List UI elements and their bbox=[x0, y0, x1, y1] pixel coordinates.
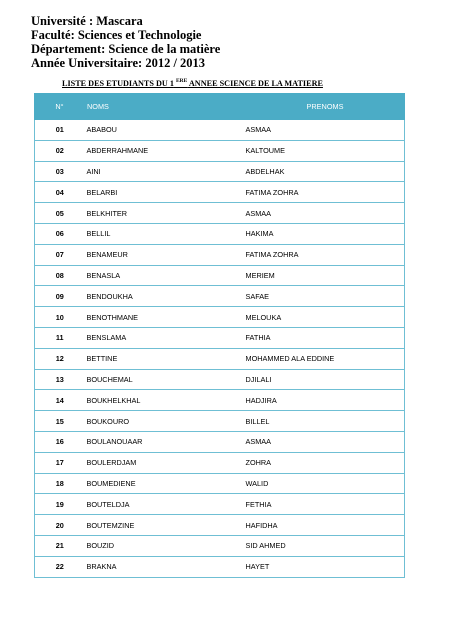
student-first-name: SID AHMED bbox=[244, 535, 405, 556]
student-last-name: BOUTEMZINE bbox=[85, 515, 244, 536]
student-last-name: BOUMEDIENE bbox=[85, 473, 244, 494]
student-first-name: MERIEM bbox=[244, 265, 405, 286]
student-number: 16 bbox=[35, 431, 85, 452]
student-first-name: HAFIDHA bbox=[244, 515, 405, 536]
column-header-first-name: PRENOMS bbox=[244, 94, 405, 120]
student-last-name: BENASLA bbox=[85, 265, 244, 286]
student-last-name: BOUKOURO bbox=[85, 411, 244, 432]
student-number: 01 bbox=[35, 120, 85, 141]
student-last-name: BETTINE bbox=[85, 348, 244, 369]
student-number: 14 bbox=[35, 390, 85, 411]
student-number: 05 bbox=[35, 203, 85, 224]
list-title bbox=[62, 78, 323, 88]
student-last-name: BOULANOUAAR bbox=[85, 431, 244, 452]
list-title-prefix: LISTE DES ETUDIANTS DU 1 bbox=[62, 79, 174, 88]
student-first-name: KALTOUME bbox=[244, 140, 405, 161]
student-last-name: AINI bbox=[85, 161, 244, 182]
table-row bbox=[35, 348, 405, 369]
student-first-name: FATIMA ZOHRA bbox=[244, 182, 405, 203]
student-number: 03 bbox=[35, 161, 85, 182]
student-first-name: BILLEL bbox=[244, 411, 405, 432]
student-first-name: ASMAA bbox=[244, 431, 405, 452]
table-row bbox=[35, 203, 405, 224]
table-header-row bbox=[35, 94, 405, 120]
student-number: 18 bbox=[35, 473, 85, 494]
student-number: 13 bbox=[35, 369, 85, 390]
student-number: 21 bbox=[35, 535, 85, 556]
student-number: 04 bbox=[35, 182, 85, 203]
table-row bbox=[35, 369, 405, 390]
student-first-name: FETHIA bbox=[244, 494, 405, 515]
student-last-name: ABDERRAHMANE bbox=[85, 140, 244, 161]
student-last-name: BENSLAMA bbox=[85, 327, 244, 348]
student-last-name: BELKHITER bbox=[85, 203, 244, 224]
student-number: 09 bbox=[35, 286, 85, 307]
student-first-name: MELOUKA bbox=[244, 307, 405, 328]
student-number: 15 bbox=[35, 411, 85, 432]
student-first-name: WALID bbox=[244, 473, 405, 494]
column-header-number: N° bbox=[35, 94, 85, 120]
table-row bbox=[35, 473, 405, 494]
student-first-name: HAYET bbox=[244, 556, 405, 577]
student-last-name: ABABOU bbox=[85, 120, 244, 141]
student-last-name: BOUCHEMAL bbox=[85, 369, 244, 390]
student-last-name: BELARBI bbox=[85, 182, 244, 203]
student-number: 17 bbox=[35, 452, 85, 473]
student-number: 12 bbox=[35, 348, 85, 369]
student-number: 11 bbox=[35, 327, 85, 348]
table-row bbox=[35, 286, 405, 307]
department-line: Département: Science de la matière bbox=[31, 42, 221, 56]
table-row bbox=[35, 515, 405, 536]
table-row bbox=[35, 411, 405, 432]
student-number: 20 bbox=[35, 515, 85, 536]
table-row bbox=[35, 327, 405, 348]
student-first-name: HAKIMA bbox=[244, 223, 405, 244]
student-number: 19 bbox=[35, 494, 85, 515]
university-line: Université : Mascara bbox=[31, 14, 143, 28]
student-last-name: BENAMEUR bbox=[85, 244, 244, 265]
table-row bbox=[35, 452, 405, 473]
student-first-name: ASMAA bbox=[244, 203, 405, 224]
student-number: 02 bbox=[35, 140, 85, 161]
column-header-last-name: NOMS bbox=[85, 94, 244, 120]
faculty-line: Faculté: Sciences et Technologie bbox=[31, 28, 202, 42]
table-row bbox=[35, 431, 405, 452]
student-last-name: BOULERDJAM bbox=[85, 452, 244, 473]
student-number: 08 bbox=[35, 265, 85, 286]
academic-year-line: Année Universitaire: 2012 / 2013 bbox=[31, 56, 206, 70]
table-row bbox=[35, 265, 405, 286]
list-title-superscript: ERE bbox=[175, 78, 188, 84]
student-first-name: ASMAA bbox=[244, 120, 405, 141]
student-last-name: BENOTHMANE bbox=[85, 307, 244, 328]
student-first-name: ABDELHAK bbox=[244, 161, 405, 182]
document-header bbox=[31, 14, 220, 70]
student-first-name: FATHIA bbox=[244, 327, 405, 348]
student-number: 22 bbox=[35, 556, 85, 577]
student-first-name: SAFAE bbox=[244, 286, 405, 307]
student-first-name: ZOHRA bbox=[244, 452, 405, 473]
students-table-body bbox=[35, 120, 405, 578]
student-number: 07 bbox=[35, 244, 85, 265]
student-last-name: BOUKHELKHAL bbox=[85, 390, 244, 411]
student-last-name: BELLIL bbox=[85, 223, 244, 244]
students-table bbox=[34, 93, 405, 578]
table-row bbox=[35, 120, 405, 141]
table-row bbox=[35, 161, 405, 182]
student-last-name: BRAKNA bbox=[85, 556, 244, 577]
table-row bbox=[35, 556, 405, 577]
student-last-name: BOUZID bbox=[85, 535, 244, 556]
table-row bbox=[35, 223, 405, 244]
student-number: 06 bbox=[35, 223, 85, 244]
table-row bbox=[35, 535, 405, 556]
table-row bbox=[35, 244, 405, 265]
table-row bbox=[35, 494, 405, 515]
student-number: 10 bbox=[35, 307, 85, 328]
table-row bbox=[35, 390, 405, 411]
student-first-name: MOHAMMED ALA EDDINE bbox=[244, 348, 405, 369]
list-title-suffix: ANNEE SCIENCE DE LA MATIERE bbox=[187, 79, 323, 88]
student-first-name: HADJIRA bbox=[244, 390, 405, 411]
student-first-name: FATIMA ZOHRA bbox=[244, 244, 405, 265]
student-first-name: DJILALI bbox=[244, 369, 405, 390]
student-last-name: BENDOUKHA bbox=[85, 286, 244, 307]
student-last-name: BOUTELDJA bbox=[85, 494, 244, 515]
table-row bbox=[35, 140, 405, 161]
table-row bbox=[35, 307, 405, 328]
table-row bbox=[35, 182, 405, 203]
